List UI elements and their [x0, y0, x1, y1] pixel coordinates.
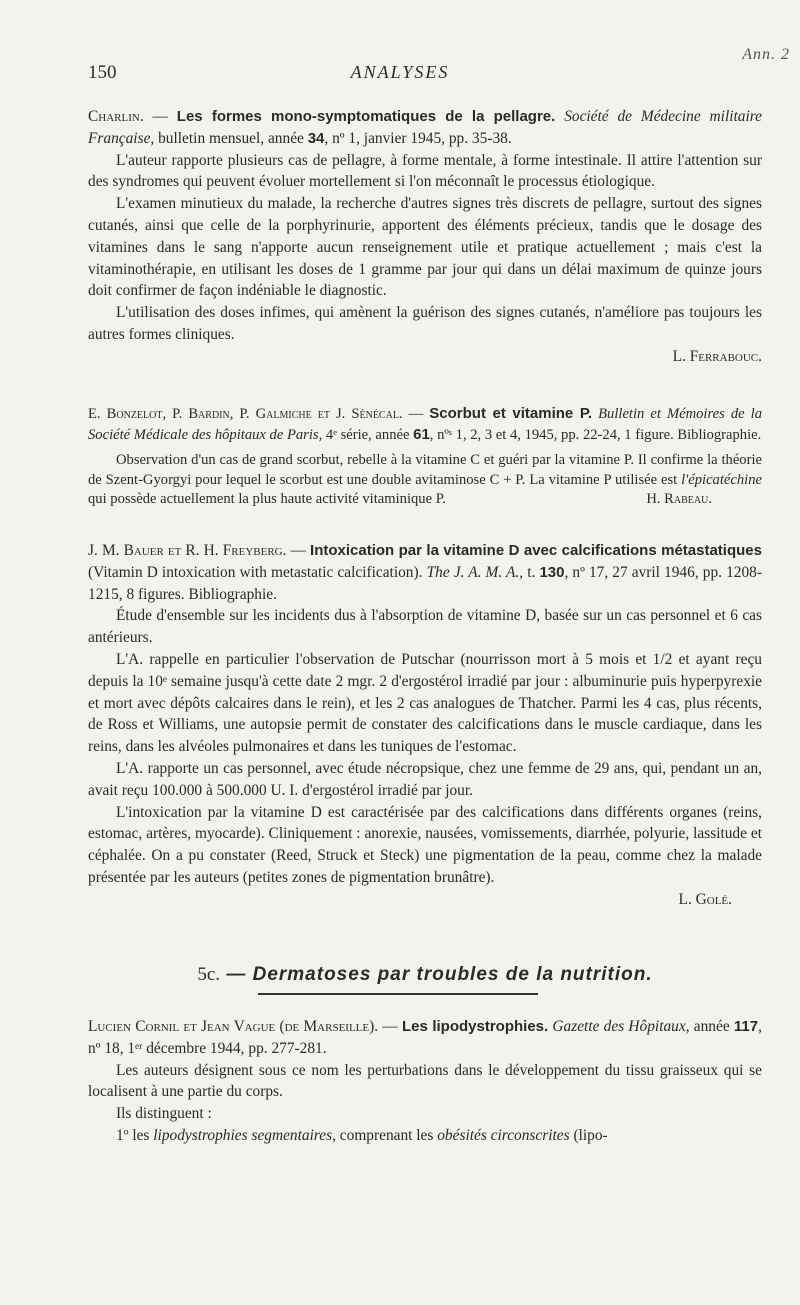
article-paragraph: L'A. rappelle en particulier l'observation de Putschar (nourrisson mort à 5 mois et 1/2 et ayant reçu depuis la 10ᵉ semaine jusqu'à cette date 2 mgr. 2 d'ergostérol irradié par jour : albuminurie puis hyperpyrexie et mort avec dépôts calcaires dans le rein), et les 2 cas analogues de Thatcher. Parmi les 4 cas, plus récents, de Ross et Williams, une autopsie permit de constater des calcifications dans le muscle cardiaque, dans les reins, dans les alvéoles pulmonaires et dans les tuniques de l'estomac. — [88, 650, 762, 756]
article-paragraph: Les auteurs désignent sous ce nom les perturbations dans le développement du tissu graisseux qui se localisent à une partie du corps. — [88, 1061, 762, 1101]
article-scorbut — [88, 404, 762, 510]
article-volume: 130 — [539, 563, 565, 581]
running-title: ANALYSES — [350, 62, 450, 82]
reviewer-signature: H. Rabeau. — [646, 491, 712, 508]
article-reference: Lucien Cornil et Jean Vague (de Marseille). — Les lipodystrophies. Gazette des Hôpitaux, année 117, nº 18, 1ᵉʳ décembre 1944, pp. 277-281. — [88, 1018, 762, 1057]
article-reference: Charlin. — Les formes mono-symptomatiques de la pellagre. Société de Médecine militaire Française, bulletin mensuel, année 34, nº 1, janvier 1945, pp. 35-38. — [88, 108, 762, 147]
section-heading: 5c. — Dermatoses par troubles de la nutrition. — [197, 964, 653, 985]
article-vitamine-d — [88, 540, 762, 911]
article-title: Scorbut et vitamine P. — [429, 405, 593, 422]
article-paragraph: L'A. rapporte un cas personnel, avec étude nécropsique, chez une femme de 29 ans, qui, pendant un an, avait reçu 100.000 à 500.000 U. I. d'ergostérol irradié par jour. — [88, 759, 762, 799]
article-paragraph: Étude d'ensemble sur les incidents dus à l'absorption de vitamine D, basée sur un cas personnel et 6 cas antérieurs. — [88, 607, 762, 647]
article-volume: 34 — [307, 129, 325, 147]
article-paragraph: Ils distinguent : — [116, 1105, 212, 1123]
article-paragraph: Observation d'un cas de grand scorbut, rebelle à la vitamine C et guéri par la vitamine P. Il confirme la théorie de Szent-Gyorgyi pour lequel le scorbut est une double avitaminose C + P. La vitamine P utilisée est l'épicatéchine qui possède actuellement la plus haute activité vitaminique P. H. Rabeau. — [88, 451, 762, 510]
article-author: Charlin. — [88, 108, 144, 125]
article-journal: Bulletin et Mémoires de la Société Médicale des hôpitaux de Paris, — [88, 406, 762, 443]
article-journal: Gazette des Hôpitaux, — [552, 1018, 690, 1035]
article-reference: J. M. Bauer et R. H. Freyberg. — Intoxication par la vitamine D avec calcifications métastatiques (Vitamin D intoxication with metastatic calcification). The J. A. M. A., t. 130, nº 17, 27 avril 1946, pp. 1208-1215, 8 figures. Bibliographie. — [88, 542, 762, 603]
article-authors: J. M. Bauer et R. H. Freyberg. — [88, 542, 287, 559]
section-rule — [258, 993, 538, 995]
article-paragraph: L'intoxication par la vitamine D est caractérisée par des calcifications dans différents organes (reins, estomac, artères, myocarde). Cliniquement : anorexie, nausées, vomissements, diarrhée, polyurie, lassitude et céphalée. On a pu constater (Reed, Struck et Steck) une pigmentation de la peau, comme chez la malade présentée par les auteurs (petites zones de pigmentation brunâtre). — [88, 803, 762, 886]
article-title: Les formes mono-symptomatiques de la pellagre. — [176, 108, 556, 125]
article-paragraph: L'examen minutieux du malade, la recherche d'autres signes très discrets de pellagre, surtout des signes cutanés, ainsi que celle de la porphyrinurie, apportent des éléments précieux, tandis que le dosage des vitamines dans le sang n'apporte aucun renseignement utile et pratique actuellement ; mais c'est la vitaminothérapie, en utilisant les doses de 1 gramme par jour qui dans un délai maximum de quinze jours doit confirmer de façon indéniable le diagnostic. — [88, 195, 762, 300]
page-annotation: Ann. 2 — [742, 46, 790, 63]
article-reference: E. Bonzelot, P. Bardin, P. Galmiche et J. Sénécal. — Scorbut et vitamine P. Bulletin et Mémoires de la Société Médicale des hôpitaux de Paris, 4ᵉ série, année 61, nºˢ 1, 2, 3 et 4, 1945, pp. 22-24, 1 figure. Bibliographie. — [88, 405, 762, 443]
article-lipodystrophies — [88, 1016, 762, 1147]
article-title: Les lipodystrophies. — [401, 1018, 549, 1035]
page-number: 150 — [88, 62, 117, 83]
section-number: 5c. — [197, 964, 221, 985]
section-title: Dermatoses par troubles de la nutrition. — [252, 964, 653, 985]
article-paragraph: L'auteur rapporte plusieurs cas de pellagre, à forme mentale, à forme intestinale. Il attire l'attention sur des syndromes qui peuvent évoluer mortellement si l'on méconnaît le processus étiologique. — [88, 151, 762, 191]
article-paragraph: 1º les lipodystrophies segmentaires, comprenant les obésités circonscrites (lipo- — [116, 1126, 608, 1144]
article-journal: Société de Médecine militaire Française, — [88, 108, 762, 147]
article-volume: 117 — [733, 1018, 759, 1035]
reviewer-signature: L. Golé. — [678, 890, 732, 908]
article-pellagre — [88, 106, 762, 368]
article-authors: E. Bonzelot, P. Bardin, P. Galmiche et J. Sénécal. — [88, 406, 403, 422]
article-title: Intoxication par la vitamine D avec calcifications métastatiques — [310, 542, 762, 559]
article-volume: 61 — [413, 425, 430, 443]
article-authors: Lucien Cornil et Jean Vague (de Marseille). — [88, 1018, 379, 1035]
article-paragraph: L'utilisation des doses infimes, qui amènent la guérison des signes cutanés, n'améliore pas toujours les autres formes cliniques. — [88, 304, 762, 343]
reviewer-signature: L. Ferrabouc. — [672, 347, 762, 365]
article-journal: The J. A. M. A., — [426, 563, 524, 581]
